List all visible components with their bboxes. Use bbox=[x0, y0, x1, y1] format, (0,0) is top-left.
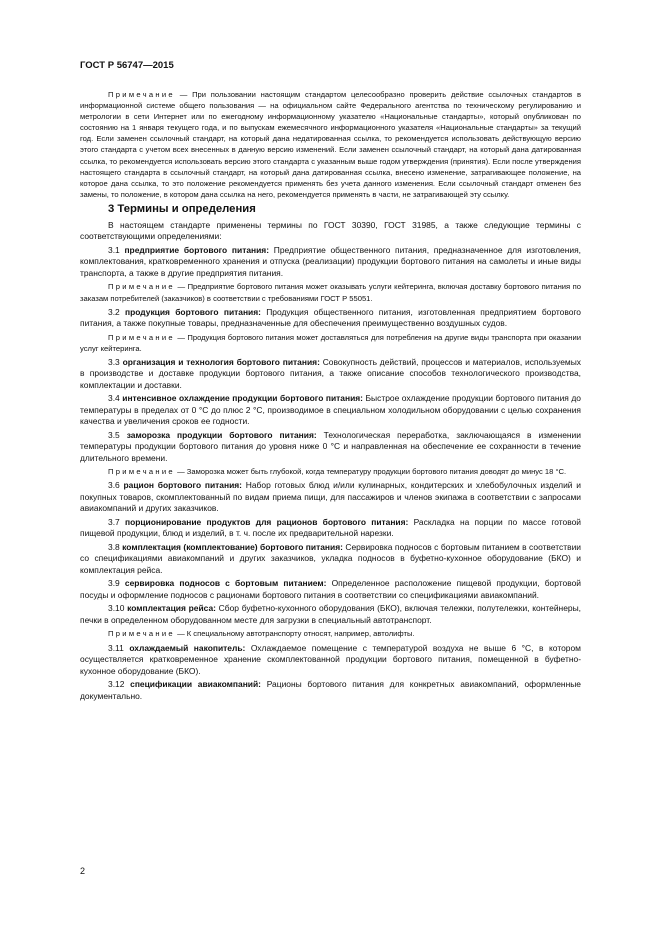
term-note bbox=[80, 281, 581, 303]
term-definition bbox=[80, 578, 581, 601]
note-label: Примечание bbox=[108, 332, 175, 342]
term-note-text: — К специальному автотранспорту относят, например, автолифты. bbox=[174, 629, 415, 639]
term-text: Охлаждаемое помещение с температурой воздуха не выше 6 °С, в котором осуществляется кратковременное хранение скомплектованной продукции бортового питания, помещенной в буфетно-кухонное оборудование (БКО). bbox=[80, 642, 581, 676]
term-text: Предприятие общественного питания, предназначенное для изготовления, комплектования, кратковременного хранения и отпуска (реализации) продукции бортового питания на самолеты и иные виды транспорта, а также в другие предприятия питания. bbox=[80, 244, 581, 278]
term-name: заморозка продукции бортового питания: bbox=[126, 429, 317, 440]
reference-note bbox=[80, 89, 581, 200]
term-text: Раскладка на порции по массе готовой пищевой продукции, блюд и изделий, в т. ч. после их предварительной нарезки. bbox=[80, 516, 581, 539]
term-definition bbox=[80, 357, 581, 392]
term-number: 3.1 bbox=[108, 244, 120, 255]
term-number: 3.6 bbox=[108, 480, 120, 491]
term-number: 3.5 bbox=[108, 429, 120, 440]
term-note-text: — Предприятие бортового питания может оказывать услуги кейтеринга, включая доставку бортового питания по заказам потребителей (заказчиков) в соответствии с требованиями ГОСТ Р 55051. bbox=[80, 282, 581, 303]
term-text: Набор готовых блюд и/или кулинарных, кондитерских и хлебобулочных изделий и покупных товаров, скомплектованный по видам приема пищи, для пассажиров и членов экипажа в соответствии с запросами авиакомпаний и других заказчиков. bbox=[80, 480, 581, 514]
term-name: комплектация (комплектование) бортового питания: bbox=[122, 541, 343, 552]
section-title: 3 Термины и определения bbox=[108, 202, 256, 215]
note-label: Примечание bbox=[108, 629, 175, 639]
term-definition bbox=[80, 679, 581, 702]
term-note-text: — Продукция бортового питания может доставляться для потребления на другие виды транспорта при оказании услуг кейтеринга. bbox=[80, 332, 581, 353]
term-text: Продукция общественного питания, изготовленная предприятием бортового питания, а также покупные товары, предназначенные для обеспечения преимущественно воздушных судов. bbox=[80, 306, 581, 329]
term-text: Определенное расположение пищевой продукции, бортовой посуды и оформление подносов с рационами бортового питания в соответствии со спецификациями авиакомпаний. bbox=[80, 578, 581, 600]
term-text: Сбор буфетно-кухонного оборудования (БКО), включая тележки, полутележки, контейнеры, печки в определенном оборудованном месте для загрузки в специальный автотранспорт. bbox=[80, 603, 581, 625]
term-name: порционирование продуктов для рационов бортового питания: bbox=[124, 516, 409, 527]
term-definition bbox=[80, 430, 581, 465]
term-name: спецификации авиакомпаний: bbox=[130, 679, 261, 689]
term-definition bbox=[80, 603, 581, 626]
term-definition bbox=[80, 517, 581, 540]
term-text: Совокупность действий, процессов и материалов, используемых в производстве и доставке продукции бортового питания, а также описание способов технологического производства, комплектации и доставки. bbox=[80, 356, 581, 390]
term-name: продукция бортового питания: bbox=[125, 306, 261, 317]
term-name: комплектация рейса: bbox=[127, 603, 216, 614]
term-text: Сервировка подносов с бортовым питанием в соответствии со спецификациями авиакомпаний и других заказчиков, укладка подносов в буфетно-кухонное оборудование (БКО) и комплектация рейса. bbox=[80, 541, 581, 575]
term-note bbox=[80, 628, 581, 639]
term-name: рацион бортового питания: bbox=[123, 480, 242, 491]
term-number: 3.8 bbox=[108, 541, 120, 552]
note-label: Примечание bbox=[108, 467, 175, 477]
note-label: Примечание bbox=[108, 282, 175, 292]
term-definition bbox=[80, 480, 581, 515]
note-label: Примечание bbox=[108, 90, 175, 99]
reference-note-text: — При пользовании настоящим стандартом целесообразно проверить действие ссылочных стандартов в информационной системе общего пользования — на официальном сайте Федерального агентства по техническому регулированию и метрологии в сети Интернет или по ежегодному информационному указателю «Национальные стандарты», который опубликован по состоянию на 1 января текущего года, и по выпускам ежемесячного информационного указателя «Национальные стандарты» за текущий год. Если заменен ссылочный стандарт, на который дана недатированная ссылка, то рекомендуется использовать действующую версию этого стандарта с учетом всех внесенных в данную версию изменений. Если заменен ссылочный стандарт, на который дана датированная ссылка, то рекомендуется использовать версию этого стандарта с указанным выше годом утверждения (принятия). Если после утверждения настоящего стандарта в ссылочный стандарт, на который дана датированная ссылка, внесено изменение, затрагивающее положение, на которое дана ссылка, то это положение рекомендуется применять без учета данного изменения. Если ссылочный стандарт отменен без замены, то положение, в котором дана ссылка на него, рекомендуется применять в части, не затрагивающей эту ссылку. bbox=[80, 90, 581, 199]
term-name: организация и технология бортового питания: bbox=[122, 356, 320, 367]
term-note bbox=[80, 332, 581, 354]
term-number: 3.12 bbox=[108, 679, 125, 689]
term-definition bbox=[80, 542, 581, 577]
term-text: Рационы бортового питания для конкретных авиакомпаний, оформленные документально. bbox=[80, 679, 582, 701]
term-name: интенсивное охлаждение продукции бортового питания: bbox=[122, 393, 363, 404]
term-name: охлаждаемый накопитель: bbox=[129, 642, 246, 653]
term-text: Быстрое охлаждение продукции бортового питания до температуры в пределах от 0 °С до плюс 2 °С, производимое в специальном холодильном оборудовании с целью сохранения качества и увеличения сроков ее годности. bbox=[80, 393, 581, 427]
section-intro: В настоящем стандарте применены термины по ГОСТ 30390, ГОСТ 31985, а также следующие термины с соответствующими определениями: bbox=[80, 219, 581, 242]
term-name: предприятие бортового питания: bbox=[124, 244, 270, 255]
term-number: 3.3 bbox=[108, 356, 120, 367]
page-number: 2 bbox=[80, 866, 86, 876]
term-definition bbox=[80, 245, 581, 280]
term-definition bbox=[80, 643, 581, 678]
term-text: Технологическая переработка, заключающаяся в изменении температуры продукции бортового питания до уровня ниже 0 °С и направленная на обеспечение ее сохранности в течение длительного времени. bbox=[80, 429, 581, 463]
term-number: 3.11 bbox=[108, 642, 124, 653]
term-number: 3.7 bbox=[108, 516, 120, 527]
term-definition bbox=[80, 393, 581, 428]
standard-id-header: ГОСТ Р 56747—2015 bbox=[80, 60, 174, 71]
term-note bbox=[80, 466, 581, 477]
term-definition bbox=[80, 307, 581, 330]
term-number: 3.4 bbox=[108, 393, 120, 404]
term-number: 3.10 bbox=[108, 603, 125, 614]
term-note-text: — Заморозка может быть глубокой, когда температуру продукции бортового питания доводят до минус 18 °С. bbox=[174, 467, 567, 477]
term-name: сервировка подносов с бортовым питанием: bbox=[124, 578, 327, 589]
terms-list bbox=[80, 245, 581, 702]
term-number: 3.9 bbox=[108, 578, 120, 589]
term-number: 3.2 bbox=[108, 306, 120, 317]
